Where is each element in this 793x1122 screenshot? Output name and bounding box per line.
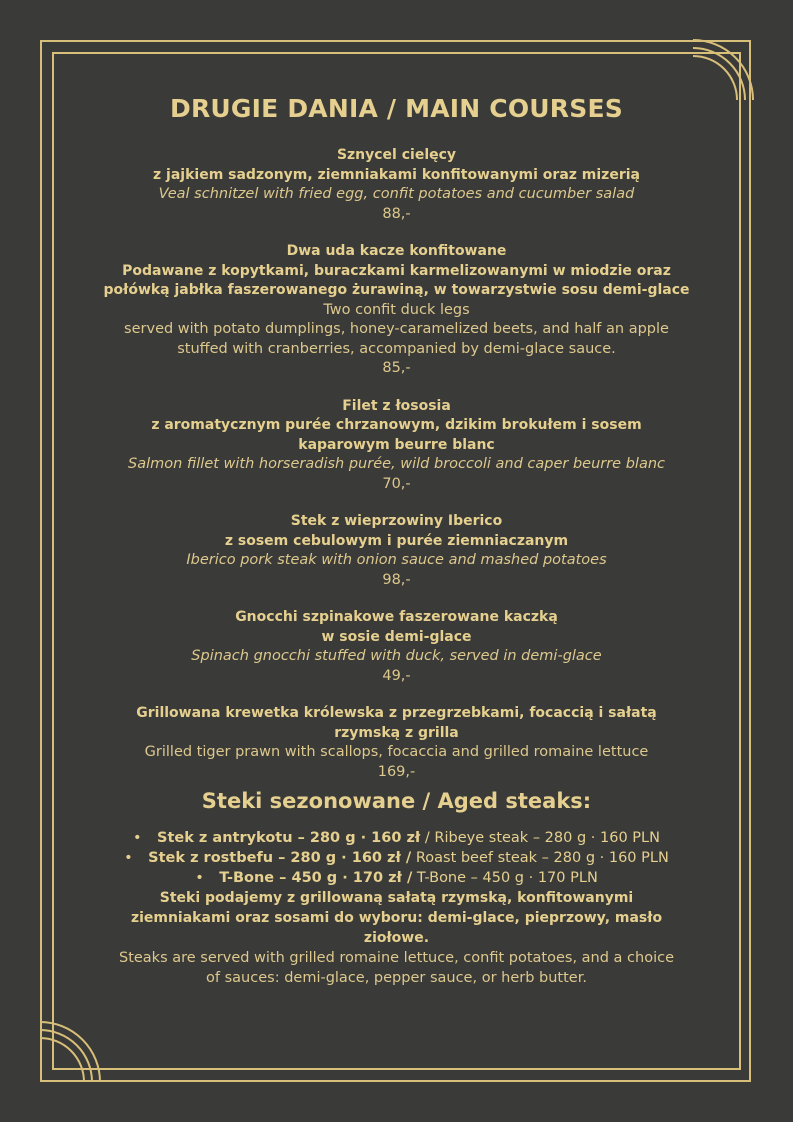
steak-name-pl: Stek z rostbefu – 280 g · 160 zł /	[148, 850, 412, 866]
dish-description-en: Iberico pork steak with onion sauce and mashed potatoes	[186, 552, 607, 568]
dish-description-en: Salmon fillet with horseradish purée, wild broccoli and caper beurre blanc	[127, 456, 665, 472]
dish-item	[80, 397, 713, 495]
dish-item	[80, 704, 713, 782]
dish-price: 88,-	[382, 205, 411, 222]
dish-name-pl: rzymską z grilla	[334, 724, 459, 741]
dish-price: 70,-	[382, 475, 411, 492]
dish-item	[80, 242, 713, 379]
dish-price: 85,-	[382, 360, 411, 376]
steak-name-pl: T-Bone – 450 g · 170 zł /	[219, 870, 413, 886]
dish-price: 98,-	[382, 571, 411, 588]
dish-name-pl: Gnocchi szpinakowe faszerowane kaczką	[235, 609, 558, 625]
steak-note-en-line: of sauces: demi-glace, pepper sauce, or herb butter.	[206, 970, 587, 986]
dish-name-pl: z jajkiem sadzonym, ziemniakami konfitowanymi oraz mizerią	[153, 166, 640, 183]
steak-note-en	[80, 948, 713, 988]
dish-name-pl: Podawane z kopytkami, buraczkami karmelizowanymi w miodzie oraz	[122, 262, 671, 279]
dish-name-pl: Grillowana krewetka królewska z przegrzebkami, focaccią i sałatą	[136, 705, 657, 721]
steak-item	[80, 848, 713, 868]
dish-description-en: Grilled tiger prawn with scallops, focaccia and grilled romaine lettuce	[144, 744, 649, 760]
steak-item	[80, 868, 713, 888]
dish-price: 169,-	[377, 763, 416, 780]
steak-list	[80, 828, 713, 888]
corner-ornament-bottom-left	[38, 1020, 102, 1084]
steak-note-pl-line: ziołowe.	[363, 930, 430, 946]
dish-name-pl: z sosem cebulowym i purée ziemniaczanym	[224, 532, 569, 549]
dish-name-pl: Dwa uda kacze konfitowane	[286, 243, 507, 259]
bullet-icon: •	[195, 870, 204, 886]
dish-name-pl: Stek z wieprzowiny Iberico	[290, 513, 503, 529]
dish-name-pl: kaparowym beurre blanc	[298, 436, 495, 453]
dish-item	[80, 146, 713, 224]
steak-note-pl	[80, 888, 713, 948]
steak-item	[80, 828, 713, 848]
steak-name-en: T-Bone – 450 g · 170 PLN	[416, 870, 598, 886]
dish-name-pl: połówką jabłka faszerowanego żurawiną, w towarzystwie sosu demi-glace	[103, 282, 690, 298]
dish-item	[80, 512, 713, 590]
dish-name-pl: Filet z łososia	[342, 397, 451, 414]
dish-description-en: Veal schnitzel with fried egg, confit potatoes and cucumber salad	[158, 186, 635, 202]
dish-name-pl: w sosie demi-glace	[321, 628, 472, 645]
dish-name-pl: z aromatycznym purée chrzanowym, dzikim brokułem i sosem	[151, 417, 642, 433]
steak-note-pl-line: Steki podajemy z grillowaną sałatą rzymską, konfitowanymi	[159, 890, 634, 906]
dish-description-en: served with potato dumplings, honey-caramelized beets, and half an apple	[124, 321, 669, 337]
menu-content	[80, 92, 713, 988]
steak-separator: /	[420, 830, 435, 846]
dish-name-pl: Sznycel cielęcy	[336, 147, 457, 163]
steaks-title: Steki sezonowane / Aged steaks:	[201, 789, 592, 813]
steak-name-pl: Stek z antrykotu – 280 g · 160 zł	[157, 830, 421, 846]
dish-description-en: Spinach gnocchi stuffed with duck, served in demi-glace	[191, 648, 602, 664]
dish-item	[80, 608, 713, 686]
bullet-icon: •	[133, 830, 142, 846]
dish-list	[80, 146, 713, 782]
bullet-icon: •	[124, 850, 133, 866]
page-title: DRUGIE DANIA / MAIN COURSES	[170, 94, 623, 123]
steak-note-pl-line: ziemniakami oraz sosami do wyboru: demi-glace, pieprzowy, masło	[130, 910, 663, 926]
dish-price: 49,-	[382, 667, 411, 684]
dish-description-en: stuffed with cranberries, accompanied by demi-glace sauce.	[177, 340, 616, 357]
dish-description-en: Two confit duck legs	[323, 301, 470, 318]
steak-note-en-line: Steaks are served with grilled romaine lettuce, confit potatoes, and a choice	[118, 950, 674, 966]
steak-name-en: Ribeye steak – 280 g · 160 PLN	[434, 830, 660, 846]
steak-name-en: Roast beef steak – 280 g · 160 PLN	[415, 850, 669, 866]
